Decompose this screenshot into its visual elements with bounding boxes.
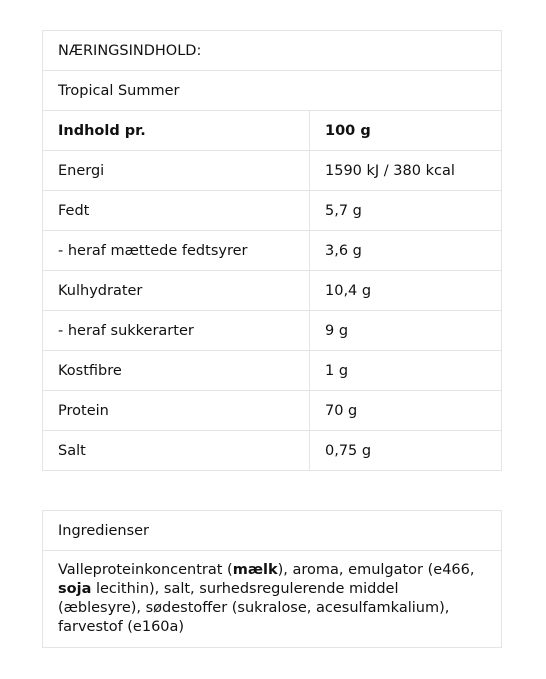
column-header-value: 100 g (310, 111, 502, 151)
table-row (43, 551, 502, 648)
nutrition-heading: NÆRINGSINDHOLD: (43, 31, 502, 71)
nutrient-label: Salt (43, 431, 310, 471)
nutrient-value: 10,4 g (310, 271, 502, 311)
table-row (43, 71, 502, 111)
nutrient-value: 1 g (310, 351, 502, 391)
table-row (43, 311, 502, 351)
nutrient-value: 5,7 g (310, 191, 502, 231)
nutrient-label: Kulhydrater (43, 271, 310, 311)
nutrient-label: Energi (43, 151, 310, 191)
allergen-soy: soja (58, 581, 92, 597)
ingredients-text-part: Valleproteinkoncentrat ( (58, 562, 233, 578)
nutrient-value: 3,6 g (310, 231, 502, 271)
table-row (43, 111, 502, 151)
column-header-label: Indhold pr. (43, 111, 310, 151)
table-row (43, 191, 502, 231)
nutrient-value: 0,75 g (310, 431, 502, 471)
table-row (43, 511, 502, 551)
nutrient-label: - heraf sukkerarter (43, 311, 310, 351)
nutrient-value: 1590 kJ / 380 kcal (310, 151, 502, 191)
nutrient-label: Protein (43, 391, 310, 431)
ingredients-text-part: ), aroma, emulgator (e466, (277, 562, 475, 578)
nutrient-label: - heraf mættede fedtsyrer (43, 231, 310, 271)
nutrient-value: 9 g (310, 311, 502, 351)
ingredients-text-part: lecithin), salt, surhedsregulerende middel (æblesyre), sødestoffer (sukralose, acesulfamkalium), farvestof (e160a) (58, 581, 450, 635)
table-row (43, 271, 502, 311)
nutrient-value: 70 g (310, 391, 502, 431)
table-row (43, 231, 502, 271)
allergen-milk: mælk (232, 562, 278, 578)
product-name: Tropical Summer (43, 71, 502, 111)
table-row (43, 351, 502, 391)
ingredients-table (42, 510, 502, 648)
table-row (43, 151, 502, 191)
nutrition-table (42, 30, 502, 471)
nutrient-label: Kostfibre (43, 351, 310, 391)
ingredients-heading: Ingredienser (43, 511, 502, 551)
table-row (43, 391, 502, 431)
nutrient-label: Fedt (43, 191, 310, 231)
table-row (43, 31, 502, 71)
table-row (43, 431, 502, 471)
ingredients-text (43, 551, 502, 648)
